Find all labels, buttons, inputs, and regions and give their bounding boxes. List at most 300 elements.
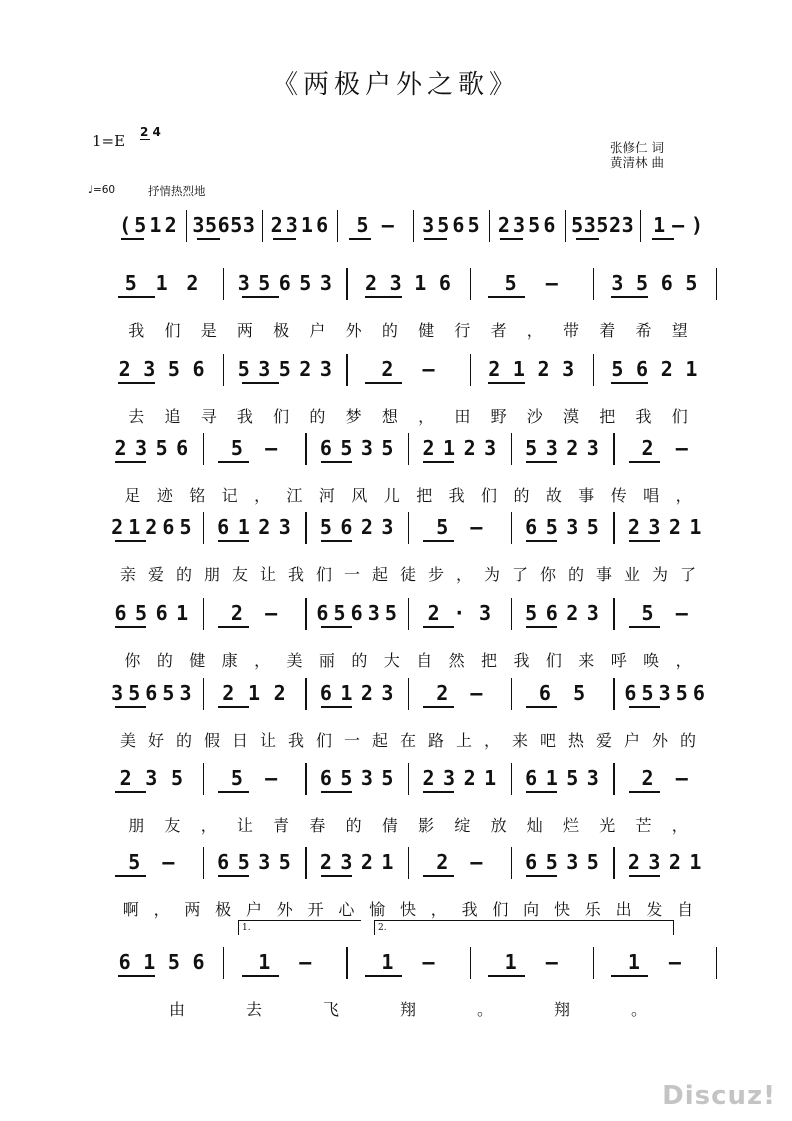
note: 3 bbox=[545, 436, 558, 460]
bar-line bbox=[305, 763, 306, 795]
lyric-char: 寻 bbox=[200, 407, 217, 426]
note: 2 bbox=[360, 681, 373, 705]
lyric-char: 了 bbox=[511, 565, 529, 584]
note: 2 bbox=[164, 213, 177, 237]
note: 3 bbox=[278, 515, 291, 539]
beam-underline bbox=[423, 706, 454, 708]
note: 2 bbox=[463, 766, 476, 790]
beam-underline bbox=[218, 461, 249, 463]
lyric-char: 是 bbox=[200, 321, 217, 340]
note: 5 bbox=[204, 213, 218, 237]
beam-underline bbox=[576, 238, 599, 240]
lyric-char: 的 bbox=[679, 731, 697, 750]
note: 1 bbox=[155, 271, 168, 295]
dash-note: – bbox=[675, 766, 688, 790]
lyric-char: 让 bbox=[259, 731, 277, 750]
lyric-char: 飞 bbox=[322, 1000, 340, 1019]
bar-line bbox=[223, 354, 224, 386]
expression-mark: 抒情热烈地 bbox=[148, 184, 206, 198]
note: 1 bbox=[300, 213, 313, 237]
note: 2 bbox=[365, 271, 378, 295]
lyric-char: 望 bbox=[671, 321, 688, 340]
note: 1 bbox=[512, 357, 525, 381]
bar-line bbox=[337, 210, 338, 242]
note: 6 bbox=[525, 850, 538, 874]
lyric-char: 健 bbox=[418, 321, 435, 340]
note: 5 bbox=[437, 213, 450, 237]
lyric-char: 外 bbox=[651, 731, 669, 750]
lyric-char: 我 bbox=[448, 486, 465, 505]
lyric-char: 爱 bbox=[147, 565, 165, 584]
note: 2 bbox=[497, 213, 510, 237]
note: 3 bbox=[658, 681, 671, 705]
lyric-char: 铭 bbox=[189, 486, 206, 505]
note: 5 bbox=[384, 601, 397, 625]
lyric-char: 事 bbox=[578, 486, 595, 505]
lyric-char: ， bbox=[430, 900, 447, 919]
note: 1 bbox=[258, 950, 271, 974]
note: 5 bbox=[340, 436, 353, 460]
note: 2 bbox=[119, 766, 132, 790]
note: 6 bbox=[155, 601, 168, 625]
note: 5 bbox=[504, 271, 517, 295]
note: 5 bbox=[278, 357, 291, 381]
lyric-char: 梦 bbox=[345, 407, 362, 426]
lyric-char: 愉 bbox=[369, 900, 386, 919]
note: 2 bbox=[258, 515, 271, 539]
lyric-char: 的 bbox=[156, 651, 173, 670]
lyric-char: 徒 bbox=[399, 565, 417, 584]
lyric-char: ， bbox=[526, 321, 543, 340]
beam-underline bbox=[321, 461, 352, 463]
note: 1 bbox=[443, 436, 456, 460]
note: 2 bbox=[463, 436, 476, 460]
note: 5 bbox=[381, 436, 394, 460]
lyric-char: 户 bbox=[623, 731, 641, 750]
note: 1 bbox=[381, 850, 394, 874]
lyric-char: 野 bbox=[490, 407, 507, 426]
lyric-char: 放 bbox=[490, 816, 507, 835]
note: 5 bbox=[134, 213, 147, 237]
beam-underline bbox=[321, 626, 352, 628]
lyricist-credit: 张修仁 词 bbox=[610, 140, 664, 155]
note: 5 bbox=[333, 601, 346, 625]
lyric-char: 为 bbox=[483, 565, 501, 584]
lyric-char: 亲 bbox=[119, 565, 137, 584]
note: 3 bbox=[443, 766, 456, 790]
lyric-char: 故 bbox=[545, 486, 562, 505]
bar-line bbox=[613, 763, 614, 795]
note: 6 bbox=[543, 213, 556, 237]
bar-line bbox=[511, 433, 512, 465]
lyric-char: 芒 bbox=[635, 816, 652, 835]
bar-line bbox=[186, 210, 187, 242]
beam-underline bbox=[218, 875, 249, 877]
lyric-char: 然 bbox=[448, 651, 465, 670]
note: 3 bbox=[484, 436, 497, 460]
note: 6 bbox=[340, 515, 353, 539]
beam-underline bbox=[423, 875, 454, 877]
note: 6 bbox=[192, 950, 205, 974]
lyric-char: 丽 bbox=[318, 651, 335, 670]
bar-line bbox=[262, 210, 263, 242]
lyric-char: 行 bbox=[454, 321, 471, 340]
note: 5 bbox=[155, 436, 168, 460]
beam-underline bbox=[629, 461, 660, 463]
note: 1 bbox=[381, 950, 394, 974]
note: 1 bbox=[128, 515, 141, 539]
bar-line bbox=[203, 847, 204, 879]
note: 5 bbox=[237, 850, 250, 874]
note: 3 bbox=[586, 601, 599, 625]
bar-line bbox=[470, 268, 471, 300]
note: 5 bbox=[258, 271, 271, 295]
lyric-char: 一 bbox=[343, 731, 361, 750]
note: 2 bbox=[186, 271, 199, 295]
lyric-char: 两 bbox=[236, 321, 253, 340]
note: 2 bbox=[566, 436, 579, 460]
note: 5 bbox=[467, 213, 480, 237]
beam-underline bbox=[118, 296, 155, 298]
lyric-char: 们 bbox=[315, 731, 333, 750]
lyric-char: ， bbox=[200, 816, 217, 835]
beam-underline bbox=[115, 706, 146, 708]
lyric-char: 把 bbox=[416, 486, 433, 505]
beam-underline bbox=[488, 382, 525, 384]
score-row bbox=[0, 951, 792, 1031]
beam-underline bbox=[242, 975, 279, 977]
note: 3 bbox=[367, 601, 380, 625]
note: 6 bbox=[692, 681, 705, 705]
lyric-char: 让 bbox=[259, 565, 277, 584]
lyric-char: 们 bbox=[315, 565, 333, 584]
note: 3 bbox=[285, 213, 298, 237]
note: 1 bbox=[143, 950, 156, 974]
lyric-char: 传 bbox=[610, 486, 627, 505]
note: 6 bbox=[319, 436, 332, 460]
beam-underline bbox=[629, 791, 660, 793]
beam-underline bbox=[423, 540, 454, 542]
beam-underline bbox=[488, 975, 525, 977]
lyric-char: 们 bbox=[545, 651, 562, 670]
lyric-char: 为 bbox=[651, 565, 669, 584]
beam-underline bbox=[115, 626, 146, 628]
dash-note: – bbox=[545, 950, 558, 974]
note: 5 bbox=[611, 357, 624, 381]
lyric-char: 爱 bbox=[595, 731, 613, 750]
note: 3 bbox=[381, 681, 394, 705]
note: 2 bbox=[222, 681, 235, 705]
lyric-char: 风 bbox=[351, 486, 368, 505]
beam-underline bbox=[652, 238, 675, 240]
bar-line bbox=[489, 210, 490, 242]
note: 3 bbox=[389, 271, 402, 295]
note: 1 bbox=[484, 766, 497, 790]
lyric-char: 向 bbox=[523, 900, 540, 919]
lyric-char: 。 bbox=[476, 1000, 494, 1019]
note: 5 bbox=[685, 271, 698, 295]
lyric-char: 唤 bbox=[643, 651, 660, 670]
lyric-char: 的 bbox=[567, 565, 585, 584]
beam-underline bbox=[242, 296, 279, 298]
note: 6 bbox=[545, 601, 558, 625]
beam-underline bbox=[611, 382, 648, 384]
lyric-char: 外 bbox=[276, 900, 293, 919]
note: 1 bbox=[627, 950, 640, 974]
lyric-char: 假 bbox=[203, 731, 221, 750]
bar-line bbox=[203, 598, 204, 630]
lyric-char: 绽 bbox=[454, 816, 471, 835]
watermark-logo: Discuz! bbox=[662, 1081, 776, 1111]
dash-note: – bbox=[381, 213, 394, 237]
note: 6 bbox=[538, 681, 551, 705]
beam-underline bbox=[218, 791, 249, 793]
lyric-char: 日 bbox=[231, 731, 249, 750]
note: 6 bbox=[278, 271, 291, 295]
lyric-char: ， bbox=[254, 651, 271, 670]
note: 6 bbox=[118, 950, 131, 974]
lyric-char: 乐 bbox=[584, 900, 601, 919]
beam-underline bbox=[423, 461, 454, 463]
volta-1-label: 1. bbox=[242, 923, 251, 933]
note: 5 bbox=[586, 850, 599, 874]
lyric-char: 我 bbox=[461, 900, 478, 919]
note: 3 bbox=[648, 850, 661, 874]
beam-underline bbox=[526, 875, 557, 877]
lyric-char: ， bbox=[455, 565, 473, 584]
lyric-char: 记 bbox=[221, 486, 238, 505]
beam-underline bbox=[611, 975, 648, 977]
note: 2 bbox=[627, 850, 640, 874]
dash-note: – bbox=[265, 601, 278, 625]
lyric-char: 希 bbox=[635, 321, 652, 340]
note: 5 bbox=[641, 681, 654, 705]
note: 6 bbox=[660, 271, 673, 295]
note: 2 bbox=[360, 515, 373, 539]
note: 6 bbox=[145, 681, 158, 705]
note: 2 bbox=[668, 850, 681, 874]
lyric-char: 我 bbox=[287, 565, 305, 584]
note: 2 bbox=[436, 681, 449, 705]
beam-underline bbox=[321, 875, 352, 877]
note: 2 bbox=[627, 515, 640, 539]
note: 6 bbox=[217, 515, 230, 539]
lyric-char: 的 bbox=[345, 816, 362, 835]
note: 1 bbox=[414, 271, 427, 295]
note: 3 bbox=[360, 436, 373, 460]
lyric-char: 光 bbox=[599, 816, 616, 835]
note: 6 bbox=[525, 515, 538, 539]
lyric-char: 倩 bbox=[381, 816, 398, 835]
score-row bbox=[0, 767, 792, 847]
bar-line bbox=[593, 268, 594, 300]
score-row bbox=[0, 682, 792, 762]
note: 5 bbox=[528, 213, 541, 237]
beam-underline bbox=[629, 540, 660, 542]
beam-underline bbox=[423, 626, 454, 628]
note: 5 bbox=[167, 357, 180, 381]
note: 3 bbox=[237, 271, 250, 295]
score-row bbox=[0, 516, 792, 596]
note: 5 bbox=[340, 766, 353, 790]
lyric-char: 心 bbox=[338, 900, 355, 919]
note: 6 bbox=[319, 681, 332, 705]
lyric-char: 漠 bbox=[563, 407, 580, 426]
note: 2 bbox=[641, 436, 654, 460]
bar-line bbox=[305, 678, 306, 710]
dash-note: – bbox=[672, 213, 685, 237]
beam-underline bbox=[242, 382, 279, 384]
note: 5 bbox=[299, 271, 312, 295]
note: 2 bbox=[422, 436, 435, 460]
bar-line bbox=[223, 947, 224, 979]
volta-2-bracket bbox=[374, 920, 674, 935]
dash-note: – bbox=[422, 357, 435, 381]
note: 3 bbox=[566, 850, 579, 874]
lyric-char: 让 bbox=[236, 816, 253, 835]
note: 6 bbox=[217, 213, 230, 237]
note: 5 bbox=[566, 766, 579, 790]
beam-underline bbox=[526, 540, 557, 542]
beam-underline bbox=[629, 626, 660, 628]
note: 3 bbox=[648, 515, 661, 539]
note: 3 bbox=[586, 436, 599, 460]
lyric-char: 的 bbox=[175, 731, 193, 750]
note: 5 bbox=[586, 515, 599, 539]
dash-note: – bbox=[545, 271, 558, 295]
lyric-char: 好 bbox=[147, 731, 165, 750]
bar-line bbox=[511, 847, 512, 879]
bar-line bbox=[640, 210, 641, 242]
note: 3 bbox=[135, 436, 148, 460]
lyric-char: 我 bbox=[635, 407, 652, 426]
bar-line bbox=[203, 763, 204, 795]
note: 5 bbox=[128, 681, 141, 705]
lyric-char: 友 bbox=[231, 565, 249, 584]
bar-line bbox=[593, 354, 594, 386]
beam-underline bbox=[365, 296, 402, 298]
lyric-char: 河 bbox=[318, 486, 335, 505]
note: 5 bbox=[230, 213, 243, 237]
lyric-char: 美 bbox=[119, 731, 137, 750]
lyric-char: 你 bbox=[539, 565, 557, 584]
lyric-char: 春 bbox=[309, 816, 326, 835]
note: 2 bbox=[118, 357, 131, 381]
note: 3 bbox=[143, 357, 156, 381]
note: 2 bbox=[537, 357, 550, 381]
beam-underline bbox=[115, 875, 146, 877]
note: 5 bbox=[124, 271, 137, 295]
note: 3 bbox=[562, 357, 575, 381]
beam-underline bbox=[423, 791, 454, 793]
bar-line bbox=[305, 512, 306, 544]
lyric-char: 两 bbox=[184, 900, 201, 919]
lyric-char: 路 bbox=[427, 731, 445, 750]
lyric-char: ， bbox=[671, 816, 688, 835]
lyric-char: ， bbox=[153, 900, 170, 919]
score-row bbox=[0, 272, 792, 352]
bar-line bbox=[613, 512, 614, 544]
note: 3 bbox=[422, 213, 435, 237]
lyric-char: ， bbox=[254, 486, 271, 505]
lyric-char: 田 bbox=[454, 407, 471, 426]
lyric-char: 你 bbox=[124, 651, 141, 670]
note: 2 bbox=[319, 850, 332, 874]
bar-line bbox=[346, 354, 347, 386]
note: 1 bbox=[237, 515, 250, 539]
lyric-char: 户 bbox=[245, 900, 263, 919]
note: 2 bbox=[299, 357, 312, 381]
note: 2 bbox=[668, 515, 681, 539]
lyric-char: ， bbox=[675, 486, 692, 505]
bar-line bbox=[346, 947, 347, 979]
lyric-char: 户 bbox=[309, 321, 326, 340]
lyric-char: ， bbox=[483, 731, 501, 750]
lyric-char: 朋 bbox=[203, 565, 221, 584]
lyric-char: 去 bbox=[245, 1000, 263, 1019]
note: 2 bbox=[145, 515, 158, 539]
lyric-char: 青 bbox=[273, 816, 290, 835]
bar-line bbox=[511, 678, 512, 710]
lyric-char: 吧 bbox=[539, 731, 557, 750]
score-row bbox=[0, 602, 792, 682]
note: 3 bbox=[583, 213, 596, 237]
bar-line bbox=[203, 678, 204, 710]
bar-line bbox=[408, 678, 409, 710]
volta-1-bracket bbox=[238, 920, 361, 935]
note: 3 bbox=[111, 681, 124, 705]
note: 5 bbox=[525, 601, 538, 625]
lyric-char: 们 bbox=[671, 407, 688, 426]
lyric-char: 者 bbox=[490, 321, 507, 340]
note: 3 bbox=[381, 515, 394, 539]
note: 5 bbox=[545, 515, 558, 539]
tempo-mark: ♩=60 bbox=[88, 184, 116, 196]
lyric-char: 足 bbox=[124, 486, 141, 505]
beam-underline bbox=[424, 238, 447, 240]
lyric-char: 了 bbox=[679, 565, 697, 584]
bar-line bbox=[613, 598, 614, 630]
bar-line bbox=[408, 598, 409, 630]
note: 1 bbox=[689, 850, 702, 874]
note: 2 bbox=[427, 601, 440, 625]
lyric-char: 业 bbox=[623, 565, 641, 584]
beam-underline bbox=[121, 238, 144, 240]
lyric-char: 我 bbox=[513, 651, 530, 670]
beam-underline bbox=[611, 296, 648, 298]
beam-underline bbox=[365, 382, 402, 384]
note: 5 bbox=[162, 681, 175, 705]
lyric-char: 江 bbox=[286, 486, 303, 505]
bar-line bbox=[203, 433, 204, 465]
bar-line bbox=[223, 268, 224, 300]
bar-line bbox=[613, 847, 614, 879]
lyric-char: 们 bbox=[481, 486, 498, 505]
note: 3 bbox=[258, 357, 271, 381]
note: 6 bbox=[636, 357, 649, 381]
dash-note: – bbox=[675, 601, 688, 625]
lyric-char: 啊 bbox=[122, 900, 139, 919]
note: 2 bbox=[360, 850, 373, 874]
beam-underline bbox=[115, 461, 146, 463]
lyric-char: 我 bbox=[236, 407, 253, 426]
page-title: 《两极户外之歌》 bbox=[271, 70, 520, 100]
lyric-char: 灿 bbox=[526, 816, 543, 835]
note: 5 bbox=[596, 213, 609, 237]
bar-line bbox=[613, 433, 614, 465]
bar-line bbox=[346, 268, 347, 300]
note: 3 bbox=[621, 213, 634, 237]
